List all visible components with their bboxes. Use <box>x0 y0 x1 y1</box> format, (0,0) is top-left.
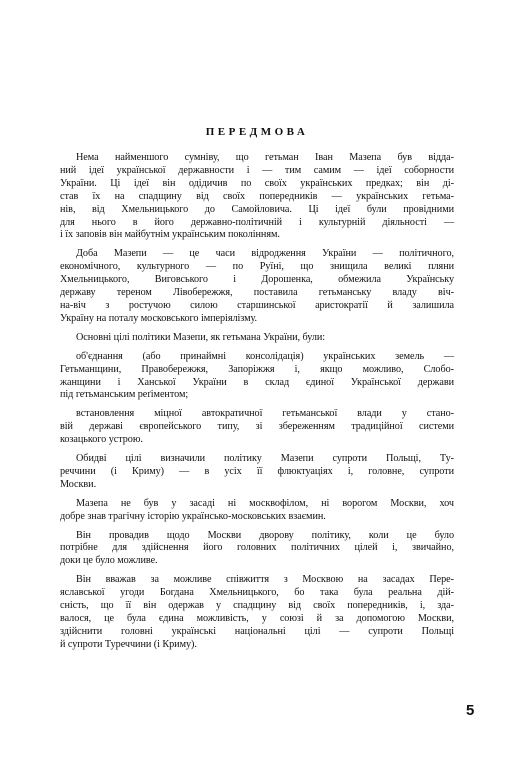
text-line: валося, це була єдина можливість, у союзі й за допомогою Москви, <box>60 613 454 624</box>
text-line: Гетьманщини, Правобережжя, Запоріжжя і, якщо можливо, Слобо- <box>60 363 454 375</box>
text-line: об'єднання (або принаймні консолідація) українських земель — <box>76 350 454 362</box>
text-line: України. Ці ідеї він одідичив по своїх українських предках; він ді- <box>60 177 454 189</box>
text-line: Обидві цілі визначили політику Мазепи супроти Польщі, Ту- <box>76 453 454 465</box>
paragraph <box>60 248 454 325</box>
text-line: доки це було можливе. <box>60 555 158 567</box>
text-line: на-віч з ростучою силою старшинської аристократії й залишила <box>60 299 454 311</box>
page-title: ПЕРЕДМОВА <box>205 126 309 138</box>
text-line: ний ідеї української державности і — тим самим — ідеї соборности <box>60 164 454 176</box>
text-line: Хмельницького, Виговського і Дорошенка, обмежила Українську <box>60 274 454 286</box>
text-line: встановлення міцної автократичної гетьманської влади у стано- <box>76 408 454 420</box>
paragraph <box>60 498 454 524</box>
text-line: й супроти Туреччини (і Криму). <box>60 638 197 650</box>
text-line: Україну на поталу московського імперіялізму. <box>60 312 258 324</box>
text-line: під гетьманським реґіментом; <box>60 389 189 401</box>
text-line: яславської угоди Богдана Хмельницького, бо така була реальна дій- <box>60 587 454 599</box>
text-line: потрібне для здійснення його головних політичних цілей і, звичайно, <box>60 542 454 554</box>
text-line: жанщини і Ханської України в склад єдиної Української держави <box>60 376 454 388</box>
text-line: став їх на спадщину від своїх попередників — українських гетьма- <box>60 190 454 202</box>
text-line: державу тереном Лівобережжя, поставила гетьманську владу віч- <box>60 287 454 299</box>
text-line: Москви. <box>60 478 97 490</box>
paragraph <box>60 332 454 345</box>
paragraph <box>60 408 454 447</box>
text-line: Доба Мазепи — це часи відродження України — політичного, <box>76 248 454 260</box>
text-line: Він провадив щодо Москви дворову політику, коли це було <box>76 529 454 541</box>
text-line: економічного, культурного — по Руїні, що знищила великі пляни <box>60 261 454 273</box>
text-line: нів, від Хмельницького до Самойловича. Ці ідеї були провідними <box>60 203 454 215</box>
text-line: вій державі європейського типу, зі збереженням традиційної системи <box>60 421 454 433</box>
text-line: козацького устрою. <box>60 434 143 446</box>
text-line: реччини (і Криму) — в усіх її флюктуаціях і, головне, супроти <box>60 465 454 477</box>
text-line: Нема найменшого сумніву, що гетьман Іван Мазепа був відда- <box>76 152 454 163</box>
paragraph <box>60 574 454 651</box>
paragraph <box>60 152 454 242</box>
text-line: Він вважав за можливе співжиття з Москвою на засадах Пере- <box>76 574 454 586</box>
paragraph <box>60 530 454 569</box>
paragraph <box>60 351 454 403</box>
text-line: і їх заповів він майбутнім українським поколінням. <box>60 229 280 241</box>
page-number: 5 <box>466 702 475 719</box>
text-line: здійснити головні українські національні цілі — супроти Польщі <box>60 625 454 637</box>
text-line: добре знав трагічну історію українсько-московських взаємин. <box>60 510 326 522</box>
text-line: Основні цілі політики Мазепи, як гетьмана України, були: <box>76 331 326 343</box>
text-line: сність, що її він одержав у спадщину від своїх попередників, і, зда- <box>60 600 454 612</box>
text-line: для нього в його державно-політичній і культурній діяльності — <box>60 216 454 228</box>
preface-body <box>60 152 454 658</box>
text-line: Мазепа не був у засаді ні москвофілом, ні ворогом Москви, хоч <box>76 497 454 509</box>
paragraph <box>60 453 454 492</box>
